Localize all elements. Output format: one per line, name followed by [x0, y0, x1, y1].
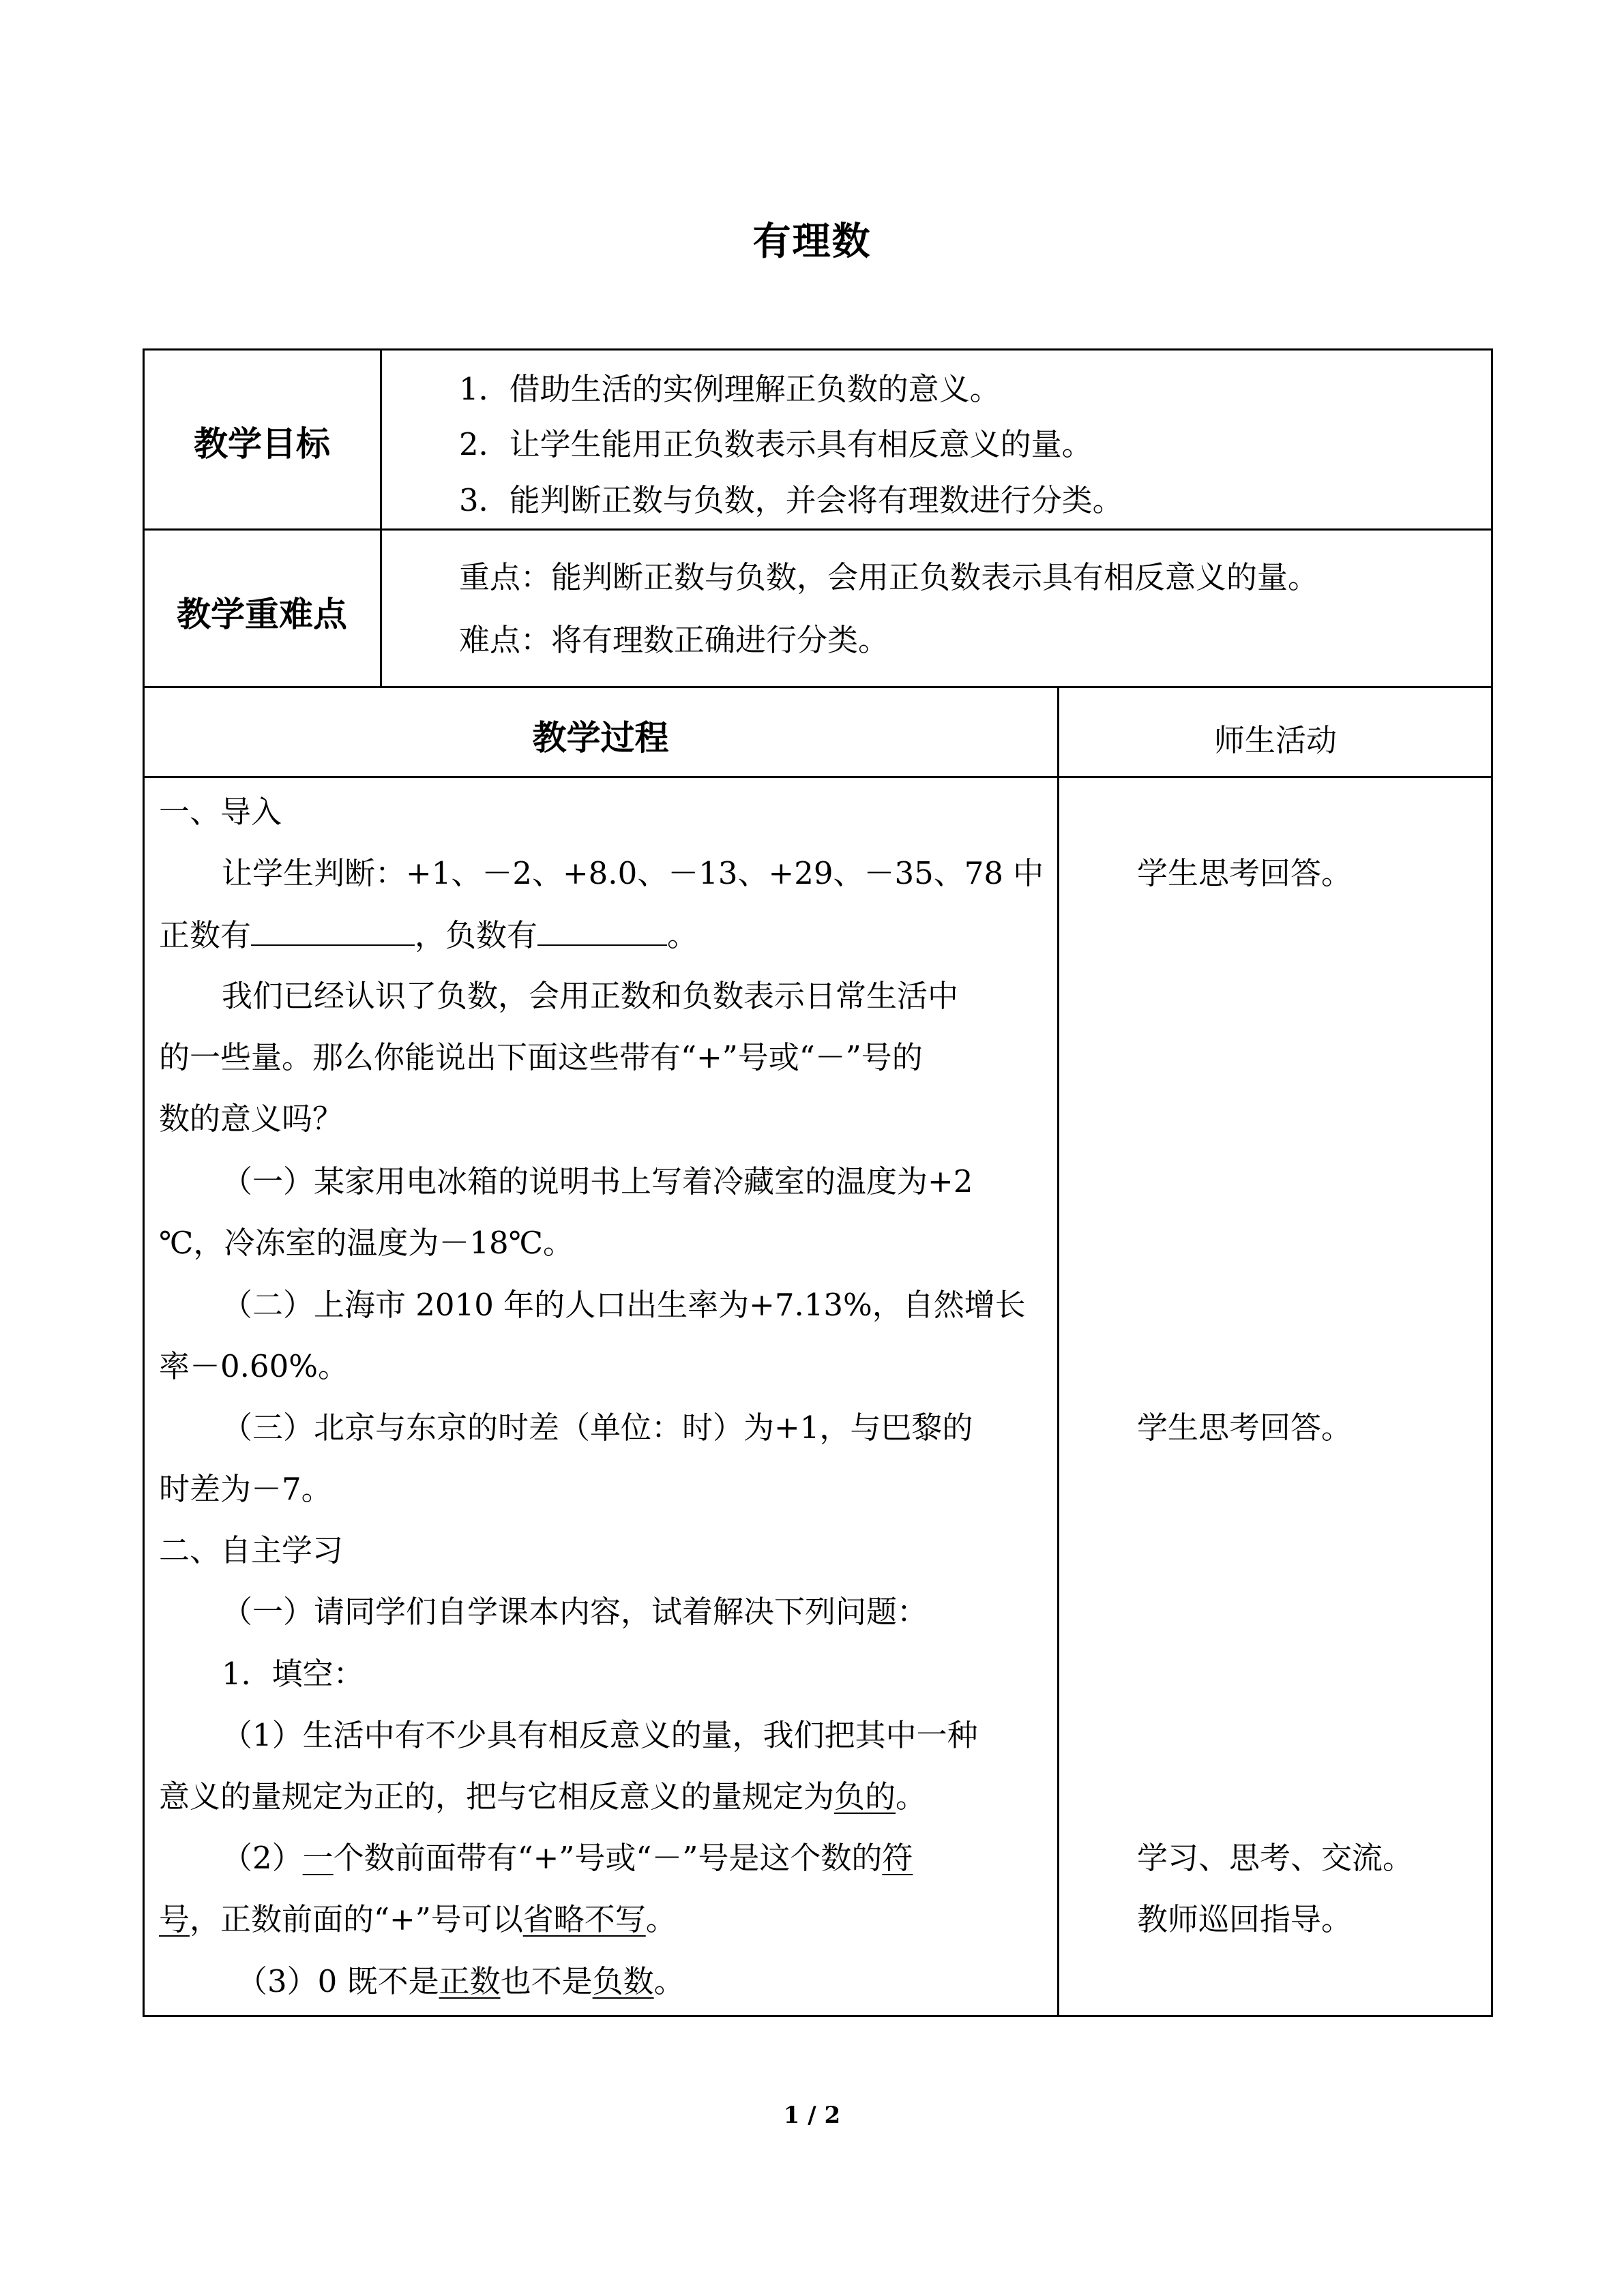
filled-answer: 一: [302, 1840, 334, 1876]
process-line: （一）某家用电冰箱的说明书上写着冷藏室的温度为+2: [222, 1163, 973, 1199]
process-line: （二）上海市 2010 年的人口出生率为+7.13%，自然增长: [222, 1287, 1026, 1323]
focus-label: 教学重难点: [177, 595, 347, 634]
process-text: 意义的量规定为正的，把与它相反意义的量规定为: [159, 1778, 835, 1815]
process-line: [222, 1838, 913, 1879]
filled-answer: 负的: [834, 1778, 896, 1815]
activity-note: 学习、思考、交流。: [1137, 1840, 1414, 1876]
process-text: 。: [896, 1778, 927, 1815]
process-text: 正数有: [159, 917, 252, 953]
section-heading: 二、自主学习: [159, 1532, 344, 1568]
answer-blank-negative: [537, 914, 667, 946]
answer-blank-positive: [251, 914, 415, 946]
objectives-label: 教学目标: [194, 424, 330, 464]
process-line: （1）生活中有不少具有相反意义的量，我们把其中一种: [222, 1717, 978, 1753]
process-text: 。: [653, 1963, 685, 1999]
filled-answer: 省略不写: [522, 1901, 646, 1937]
process-text: ，负数有: [415, 917, 538, 953]
filled-answer: 负数: [592, 1963, 654, 1999]
process-line: 数的意义吗？: [159, 1101, 344, 1137]
document-title: 有理数: [752, 220, 872, 264]
activity-note: 学生思考回答。: [1137, 1410, 1353, 1446]
process-text: ，正数前面的“+”号可以: [190, 1901, 523, 1937]
process-line: 时差为－7。: [159, 1471, 332, 1507]
filled-answer: 号: [159, 1901, 190, 1937]
table-border-top: [143, 348, 1493, 351]
process-header-left: 教学过程: [532, 718, 669, 758]
process-line: 率－0.60%。: [159, 1348, 349, 1384]
table-rule-activity-column: [1057, 686, 1059, 2017]
process-line: （三）北京与东京的时差（单位：时）为+1，与巴黎的: [222, 1410, 973, 1446]
filled-answer: 正数: [439, 1963, 501, 1999]
process-text: 也不是: [500, 1963, 593, 1999]
process-line: （一）请同学们自学课本内容，试着解决下列问题：: [222, 1594, 928, 1630]
process-line: 让学生判断：+1、－2、+8.0、－13、+29、－35、78 中: [222, 855, 1044, 891]
page-number: 1 / 2: [783, 2102, 841, 2129]
focus-item: 难点：将有理数正确进行分类。: [459, 622, 889, 658]
process-line: 1．填空：: [222, 1656, 364, 1692]
objective-item: 1．借助生活的实例理解正负数的意义。: [459, 371, 1001, 407]
focus-item: 重点：能判断正数与负数，会用正负数表示具有相反意义的量。: [459, 559, 1319, 595]
process-line: [159, 1776, 926, 1817]
objective-item: 2．让学生能用正负数表示具有相反意义的量。: [459, 426, 1093, 462]
process-line: [159, 1899, 677, 1940]
process-text: （2）: [222, 1840, 303, 1876]
section-heading: 一、导入: [159, 794, 282, 830]
process-header-right: 师生活动: [1213, 722, 1337, 758]
process-line: 的一些量。那么你能说出下面这些带有“+”号或“－”号的: [159, 1039, 923, 1075]
filled-answer: 符: [882, 1840, 913, 1876]
objective-item: 3．能判断正数与负数，并会将有理数进行分类。: [459, 482, 1123, 518]
activity-note: 学生思考回答。: [1137, 855, 1353, 891]
process-line: [159, 914, 698, 956]
table-rule-objectives: [143, 528, 1493, 531]
table-rule-process-header: [143, 776, 1493, 778]
process-line: 我们已经认识了负数，会用正数和负数表示日常生活中: [222, 978, 959, 1014]
process-text: 。: [645, 1901, 677, 1937]
table-rule-label-column: [380, 348, 382, 688]
process-text: 个数前面带有“+”号或“－”号是这个数的: [333, 1840, 883, 1876]
table-border-right: [1491, 348, 1493, 2017]
lesson-plan-table: [143, 348, 1493, 2017]
table-rule-focus: [143, 686, 1493, 688]
process-text: 。: [667, 917, 698, 953]
process-line: [237, 1961, 685, 2002]
activity-note: 教师巡回指导。: [1137, 1901, 1353, 1937]
process-line: ℃，冷冻室的温度为－18℃。: [159, 1225, 574, 1261]
table-border-bottom: [143, 2015, 1493, 2017]
process-text: （3）0 既不是: [237, 1963, 439, 1999]
